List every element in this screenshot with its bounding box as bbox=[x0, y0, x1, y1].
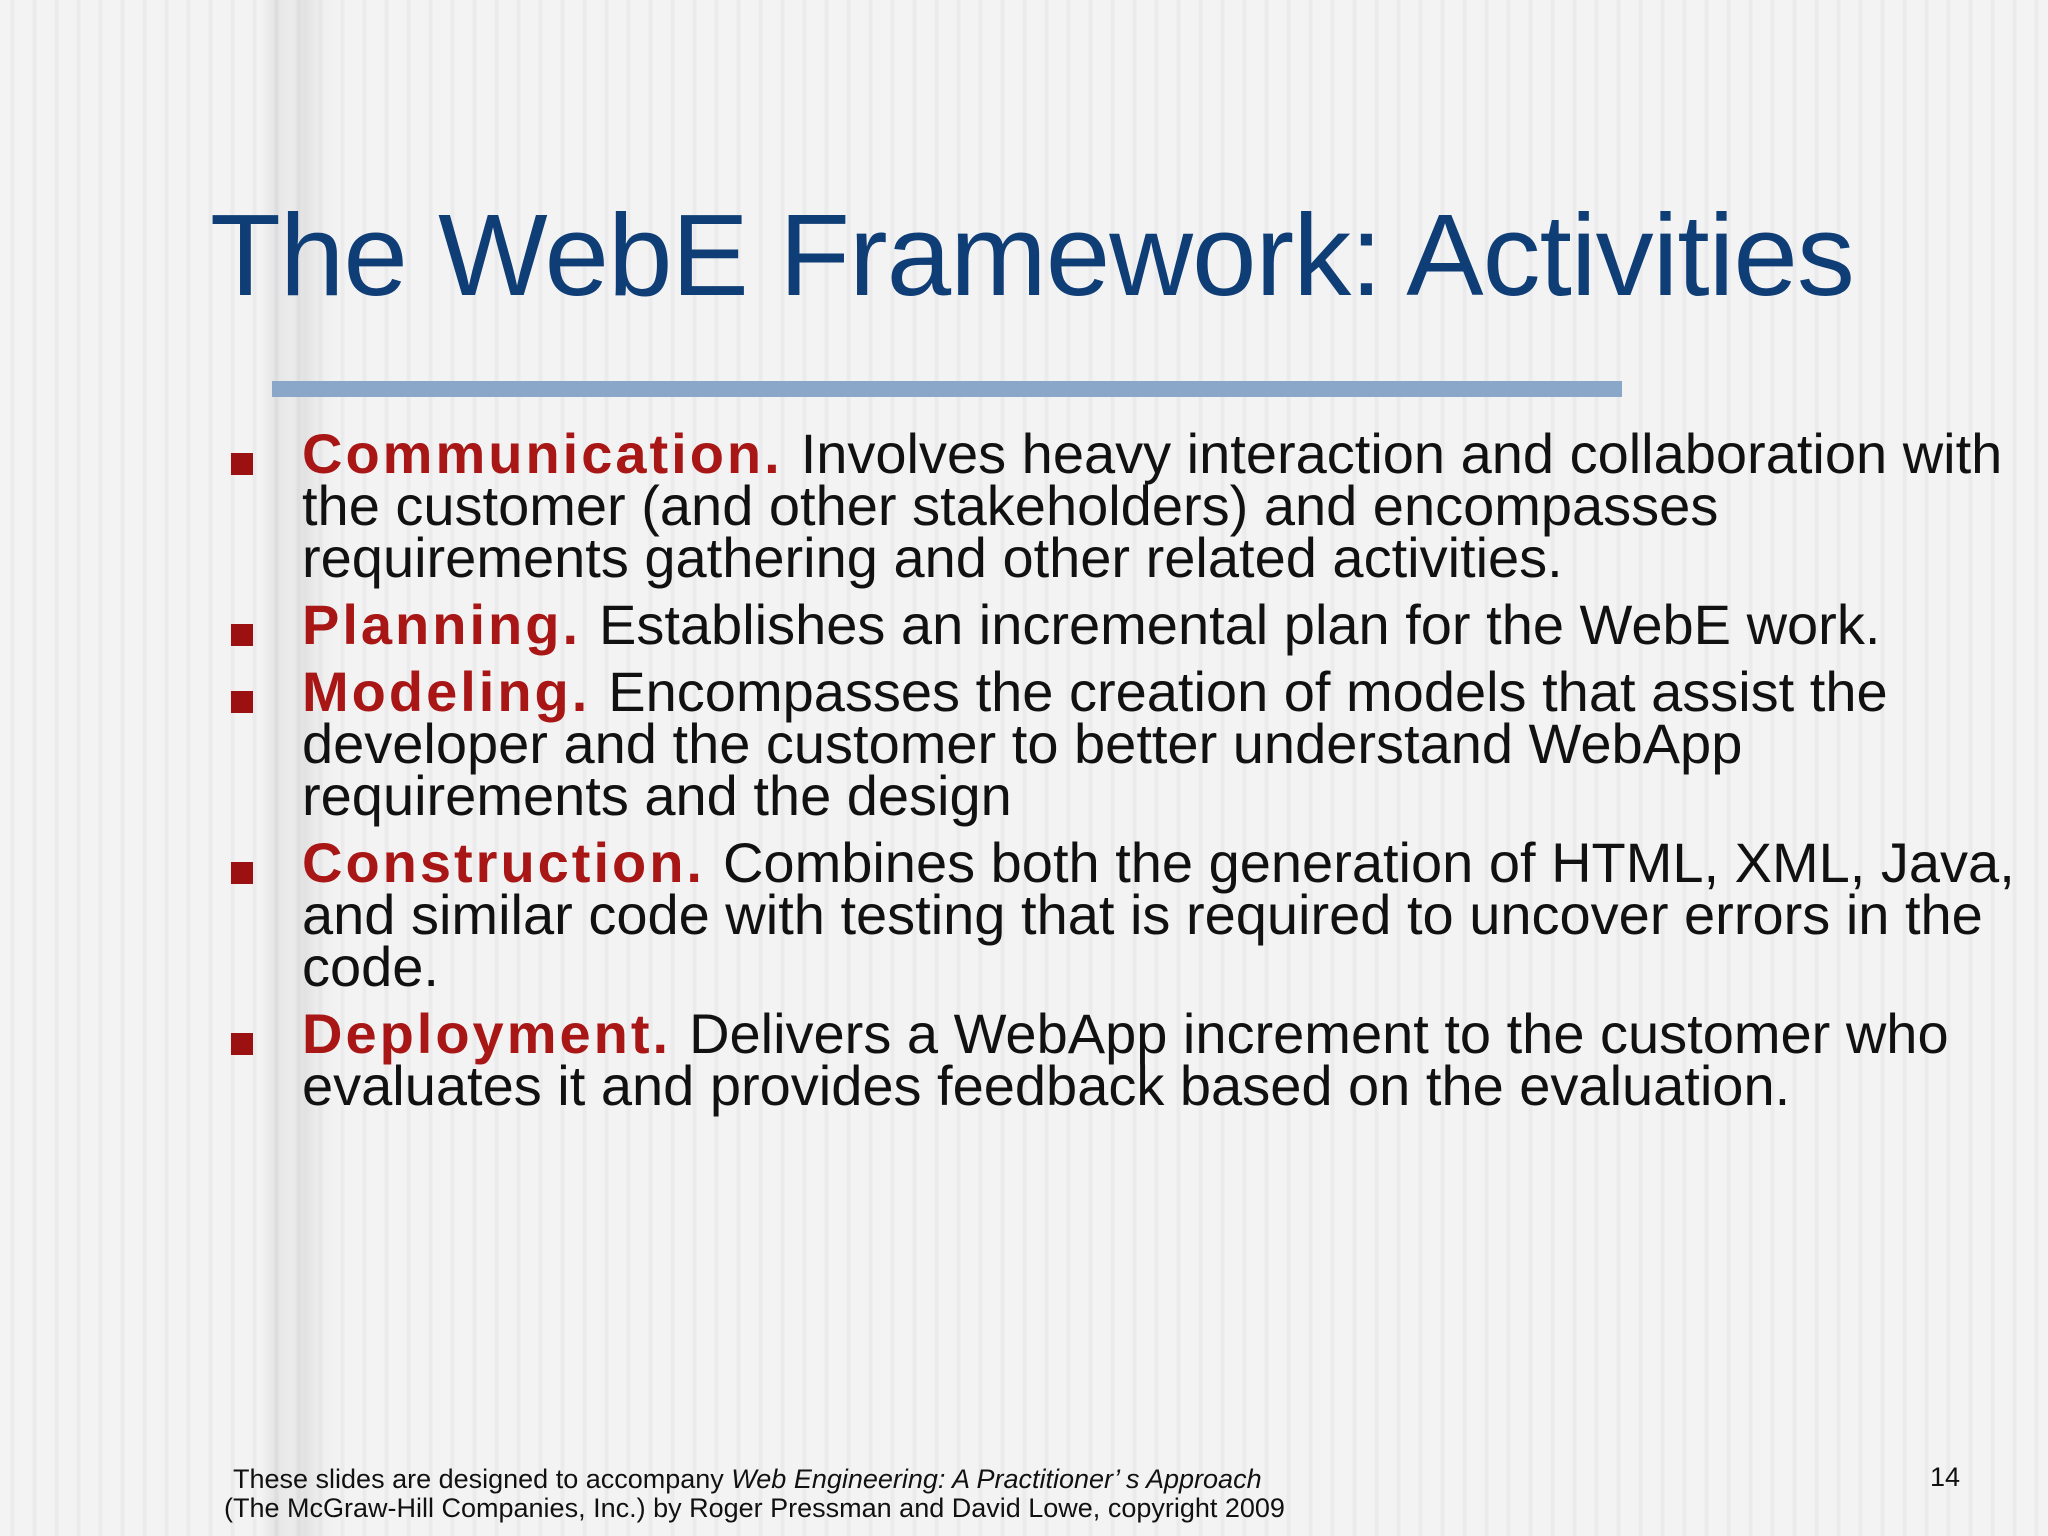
square-bullet-icon bbox=[231, 862, 253, 884]
bullet-list bbox=[228, 422, 2018, 1127]
bullet-term: Modeling. bbox=[302, 660, 591, 723]
footer-line-1 bbox=[224, 1465, 1285, 1494]
bullet-term: Deployment. bbox=[302, 1002, 672, 1065]
bullet-text: Delivers a WebApp increment to the customer who evaluates it and provides feedback based on the evaluation. bbox=[302, 1002, 1949, 1117]
footer-prefix: These slides are designed to accompany bbox=[233, 1464, 732, 1494]
footer-book-title: Web Engineering: A Practitioner’ s Approach bbox=[731, 1464, 1262, 1494]
bullet-term: Communication. bbox=[302, 422, 783, 485]
page-number: 14 bbox=[1930, 1462, 1961, 1492]
bullet-text: Involves heavy interaction and collaboration with the customer (and other stakeholders) and encompasses requirements gathering and other related activities. bbox=[302, 422, 2003, 589]
slide-footer bbox=[224, 1465, 1285, 1523]
bullet-item-modeling bbox=[228, 660, 2018, 827]
bullet-text: Establishes an incremental plan for the WebE work. bbox=[599, 593, 1881, 656]
slide-title: The WebE Framework: Activities bbox=[210, 190, 1854, 320]
square-bullet-icon bbox=[231, 453, 253, 475]
title-underline bbox=[272, 381, 1622, 397]
bullet-item-planning bbox=[228, 593, 2018, 656]
bullet-item-construction bbox=[228, 831, 2018, 998]
bullet-item-communication bbox=[228, 422, 2018, 589]
square-bullet-icon bbox=[231, 624, 253, 646]
footer-line-2: (The McGraw-Hill Companies, Inc.) by Roger Pressman and David Lowe, copyright 2009 bbox=[224, 1493, 1285, 1523]
bullet-term: Construction. bbox=[302, 831, 705, 894]
bullet-item-deployment bbox=[228, 1002, 2018, 1117]
bullet-term: Planning. bbox=[302, 593, 581, 656]
square-bullet-icon bbox=[231, 691, 253, 713]
square-bullet-icon bbox=[231, 1033, 253, 1055]
bullet-text: Combines both the generation of HTML, XML, Java, and similar code with testing that is required to uncover errors in the code. bbox=[302, 831, 2015, 998]
bullet-text: Encompasses the creation of models that assist the developer and the customer to better understand WebApp requirements and the design bbox=[302, 660, 1888, 827]
